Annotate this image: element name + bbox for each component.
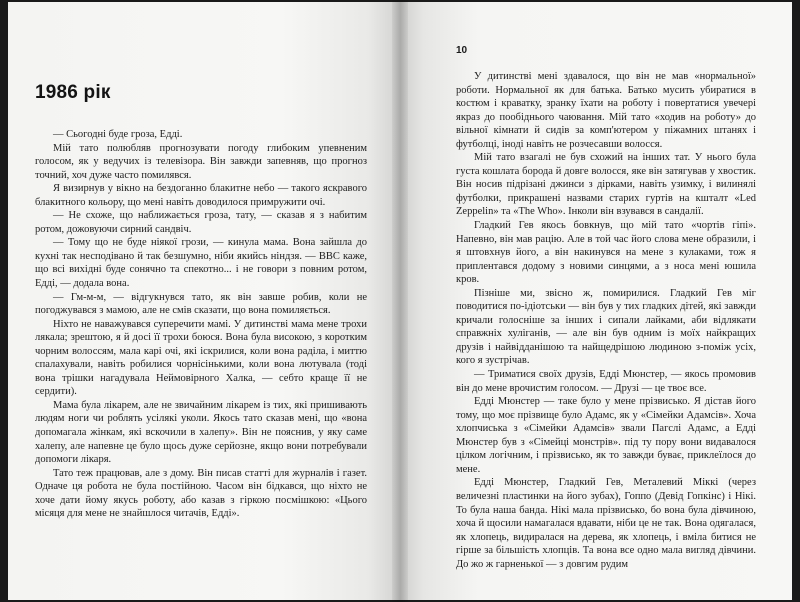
paragraph: Едді Мюнстер — таке було у мене прізвисько. Я дістав його тому, що моє прізвище було Адамс, як у «Сімейки Адамсів». Хоча хлопчиська з «Сімейки Адамсів» звали Пагслі Адамс, а Едді Мюнстер був з «Сімейці монстрів». під ту пору вони видавалося цілком логічним, і прізвисько, як то завжди буває, приклеїлося до мене. (456, 396, 756, 475)
left-page (8, 2, 400, 600)
paragraph: У дитинстві мені здавалося, що він не мав «нормальної» роботи. Нормальної як для батька. Батько мусить убиратися в костюм і краватку, зранку їхати на роботу і повертатися увечері якраз до пообіднього чаювання. Мій тато «ходив на роботу» до вільної кімнати й сидів за комп'ютером у піжамних штанях і футболці, іноді навіть не розчесавши волосся. (456, 71, 756, 150)
paragraph: Мама була лікарем, але не звичайним лікарем із тих, які пришивають людям ноги чи роблять усілякі уколи. Якось тато сказав мені, що «вона допомагала жінкам, які вскочили в халепу». Він не пояснив, у яку саме халепу, але напевне це було щось дуже серйозне, якщо вони потребували допомоги лікаря. (35, 399, 367, 466)
paragraph: — Не схоже, що наближається гроза, тату, — сказав я з набитим ротом, дожовуючи сирний сандвіч. (35, 210, 367, 235)
right-page-text (456, 70, 756, 571)
paragraph: Пізніше ми, звісно ж, помирилися. Гладкий Гев міг поводитися по-ідіотськи — він був у тих гладких дітей, які завжди кричали голосніше за інших і сипали лайками, аби відлякати справжніх хуліганів, — але він був одним із моїх найкращих друзів і найвідданішою та найщедрішою людиною з-поміж усіх, кого я зустрічав. (456, 287, 756, 367)
paragraph: — Гм-м-м, — відгукнувся тато, як він завше робив, коли не погоджувався з мамою, але не смів сказати, що вона помиляється. (35, 291, 367, 317)
paragraph: Гладкий Гев якось бовкнув, що мій тато «чортів гіпі». Напевно, він мав рацію. Але в той час його слова мене образили, і я штовхнув його, а він накинувся на мене з кулаками, тож я приплентався додому з новими синцями, а з носа мені юшила кров. (456, 220, 756, 286)
book-gutter (392, 0, 408, 602)
page-number: 10 (456, 45, 468, 56)
paragraph: — Тому що не буде ніякої грози, — кинула мама. Вона зайшла до кухні так несподівано й так безшумно, ніби якийсь ніндзя. — BBC каже, що всі вихідні буде сонячно та спекотно... і не говори з повним ротом, Едді, — додала вона. (35, 237, 367, 290)
paragraph: Мій тато взагалі не був схожий на інших тат. У нього була густа кошлата борода й довге волосся, яке він затягував у хвостик. Він носив підрізані джинси з дірками, навіть узимку, і вилинялі футболки, прикрашені назвами старих гуртів на кшталт «Led Zeppelin» та «The Who». Інколи він взувався в сандалії. (456, 152, 756, 218)
paragraph: Мій тато полюбляв прогнозувати погоду глибоким упевненим голосом, як у ведучих із телевізора. Він завжди запевняв, що прогноз точний, хоч дуже часто помилявся. (35, 142, 367, 181)
paragraph: Тато теж працював, але з дому. Він писав статті для журналів і газет. Одначе ця робота не була постійною. Часом він бідкався, що ніхто не хоче дати йому якусь роботу, або казав з гіркою посмішкою: «Цього місяця для мене не знайшлося читачів, Едді». (35, 467, 367, 520)
chapter-title: 1986 рік (35, 82, 111, 103)
left-page-text (35, 128, 367, 521)
paragraph: Я визирнув у вікно на бездоганно блакитне небо — такого яскравого блакитного кольору, що мені навіть доводилося примружити очі. (35, 183, 367, 208)
paragraph: Едді Мюнстер, Гладкий Гев, Металевий Міккі (через величезні пластинки на його зубах), Гоппо (Девід Гопкінс) і Нікі. То була наша банда. Нікі мала прізвисько, бо вона була дівчиною, хоча й щосили намагалася вдавати, ніби це не так. Вона одягалася, як хлопець, видиралася на дерева, як хлопець, і вміла битися не гірше за більшість хлопців. Та вона все одно мала вигляд дівчини. До жо ж гарненької — з довгим рудим (456, 477, 756, 570)
right-page (400, 2, 792, 600)
paragraph: — Триматися своїх друзів, Едді Мюнстер, — якось промовив він до мене врочистим голосом. — Друзі — це твоє все. (456, 369, 756, 394)
paragraph: — Сьогодні буде гроза, Едді. (53, 129, 183, 140)
paragraph: Ніхто не наважувався суперечити мамі. У дитинстві мама мене трохи лякала; зрештою, я й досі її трохи боюся. Вона була високою, з коротким чорним волоссям, мала карі очі, які іскрилися, коли вона раділа, і миттю спалахували, навіть робилися чорнісінькими, коли вона лютувала (тоді вона трішки нагадувала Неймовірного Халка, — себто краще її не сердити). (35, 318, 367, 398)
